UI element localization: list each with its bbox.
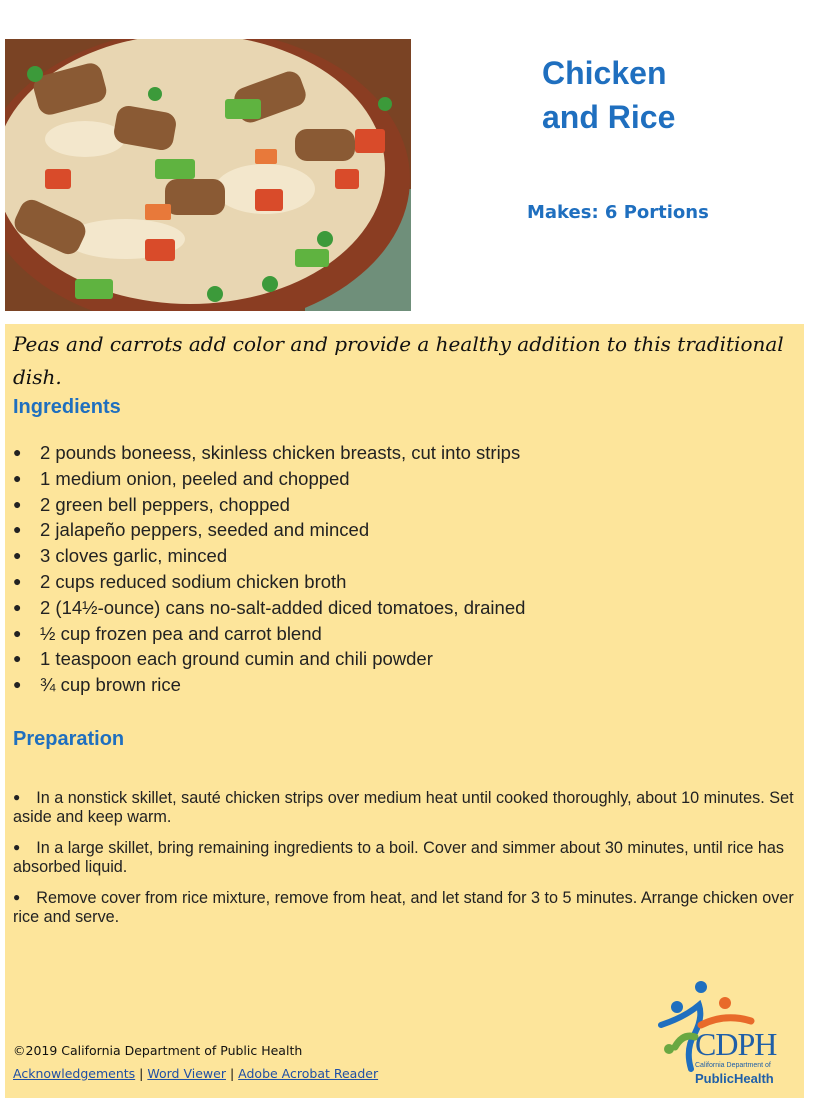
- list-item: [5, 517, 525, 543]
- list-item: [5, 543, 525, 569]
- ingredient-text: 1 medium onion, peeled and chopped: [40, 467, 350, 489]
- preparation-heading: Preparation: [13, 728, 125, 750]
- title-line-1: Chicken: [542, 55, 667, 91]
- bullet-icon: ●: [13, 521, 22, 538]
- list-item: [5, 888, 795, 927]
- logo-subtitle: California Department of: [695, 1062, 771, 1069]
- list-item: [5, 569, 525, 595]
- logo-public-health: PublicHealth: [695, 1071, 774, 1086]
- ingredient-text: 1 teaspoon each ground cumin and chili powder: [40, 648, 433, 670]
- word-viewer-link[interactable]: Word Viewer: [147, 1066, 226, 1081]
- bullet-icon: ●: [13, 547, 22, 564]
- ingredient-text: 2 pounds boneess, skinless chicken breasts, cut into strips: [40, 442, 521, 463]
- portions-label: Makes: 6 Portions: [527, 202, 709, 223]
- list-item: [5, 838, 795, 877]
- acknowledgements-link[interactable]: Acknowledgements: [13, 1066, 136, 1081]
- link-separator: |: [229, 1066, 235, 1081]
- preparation-steps: [5, 788, 795, 938]
- copyright-text: ©2019 California Department of Public Health: [13, 1043, 303, 1058]
- bullet-icon: ●: [13, 790, 21, 804]
- bullet-icon: ●: [13, 650, 22, 667]
- ingredient-text: ½ cup frozen pea and carrot blend: [40, 622, 322, 644]
- ingredients-list: [5, 440, 525, 698]
- list-item: [5, 621, 525, 647]
- list-item: [5, 440, 525, 466]
- recipe-title: [542, 51, 675, 139]
- intro-text: Peas and carrots add color and provide a healthy addition to this traditional dish.: [13, 332, 784, 389]
- bullet-icon: ●: [13, 495, 22, 512]
- footer-links: [13, 1066, 378, 1081]
- list-item: [5, 672, 525, 698]
- title-line-2: and Rice: [542, 99, 676, 135]
- list-item: [5, 492, 525, 518]
- link-separator: |: [139, 1066, 144, 1081]
- bullet-icon: ●: [13, 890, 21, 904]
- step-text: In a large skillet, bring remaining ingredients to a boil. Cover and simmer about 30 minutes, until rice has absorbed liquid.: [13, 839, 784, 876]
- ingredients-heading: Ingredients: [13, 396, 121, 418]
- bullet-icon: ●: [13, 840, 21, 854]
- bullet-icon: ●: [13, 676, 22, 693]
- ingredient-text: 2 cups reduced sodium chicken broth: [40, 570, 347, 592]
- list-item: [5, 646, 525, 672]
- bullet-icon: ●: [13, 598, 22, 615]
- acrobat-reader-link[interactable]: Adobe Acrobat Reader: [238, 1066, 379, 1081]
- bullet-icon: ●: [13, 469, 22, 486]
- ingredient-text: 2 (14½-ounce) cans no-salt-added diced tomatoes, drained: [40, 596, 526, 618]
- ingredient-text: 2 green bell peppers, chopped: [40, 493, 290, 515]
- bullet-icon: ●: [13, 624, 22, 641]
- ingredient-text: 2 jalapeño peppers, seeded and minced: [40, 519, 370, 541]
- step-text: Remove cover from rice mixture, remove from heat, and let stand for 3 to 5 minutes. Arrange chicken over rice and serve.: [13, 889, 794, 926]
- bullet-icon: ●: [13, 572, 22, 589]
- logo-wordmark: CDPH: [695, 1026, 777, 1062]
- list-item: [5, 595, 525, 621]
- recipe-photo: [5, 39, 411, 311]
- list-item: [5, 788, 795, 827]
- bullet-icon: ●: [13, 444, 22, 460]
- step-text: In a nonstick skillet, sauté chicken strips over medium heat until cooked thoroughly, about 10 minutes. Set aside and keep warm.: [13, 789, 794, 826]
- ingredient-text: 3 cloves garlic, minced: [40, 545, 228, 567]
- ingredient-text: ¾ cup brown rice: [40, 674, 181, 696]
- list-item: [5, 466, 525, 492]
- recipe-panel: [5, 324, 804, 1098]
